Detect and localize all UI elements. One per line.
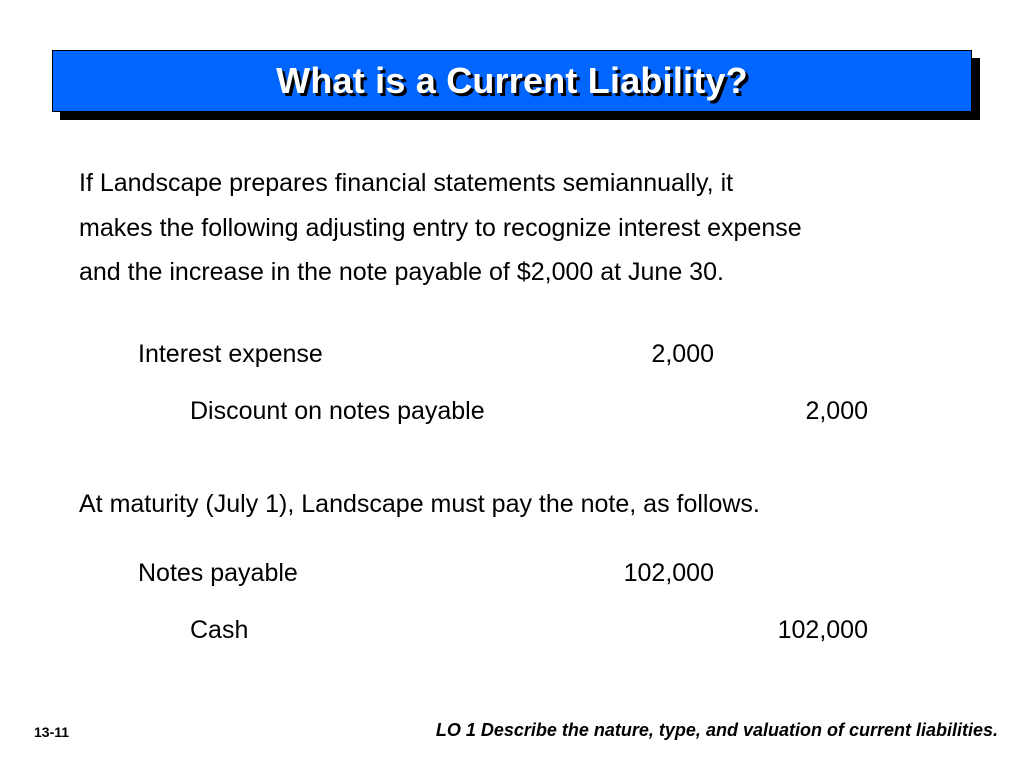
maturity-paragraph (79, 482, 959, 527)
intro-line: If Landscape prepares financial statements semiannually, it (79, 169, 734, 197)
learning-objective: LO 1 Describe the nature, type, and valuation of current liabilities. (435, 720, 998, 740)
title-banner (52, 50, 972, 112)
entry1-debit-amount: 2,000 (651, 340, 714, 368)
entry2-debit-amount: 102,000 (623, 559, 714, 587)
maturity-line: At maturity (July 1), Landscape must pay the note, as follows. (79, 490, 760, 518)
entry1-credit-amount: 2,000 (805, 397, 868, 425)
intro-paragraph (79, 161, 959, 295)
entry1-credit-account: Discount on notes payable (190, 397, 485, 425)
slide-title: What is a Current Liability? (276, 60, 748, 101)
entry2-debit-account: Notes payable (138, 559, 298, 587)
page-number: 13-11 (34, 724, 70, 740)
intro-line: and the increase in the note payable of $2,000 at June 30. (79, 258, 724, 286)
intro-line: makes the following adjusting entry to recognize interest expense (79, 213, 802, 242)
entry2-credit-account: Cash (190, 616, 249, 644)
entry2-credit-amount: 102,000 (777, 616, 868, 644)
entry1-debit-account: Interest expense (138, 340, 323, 368)
